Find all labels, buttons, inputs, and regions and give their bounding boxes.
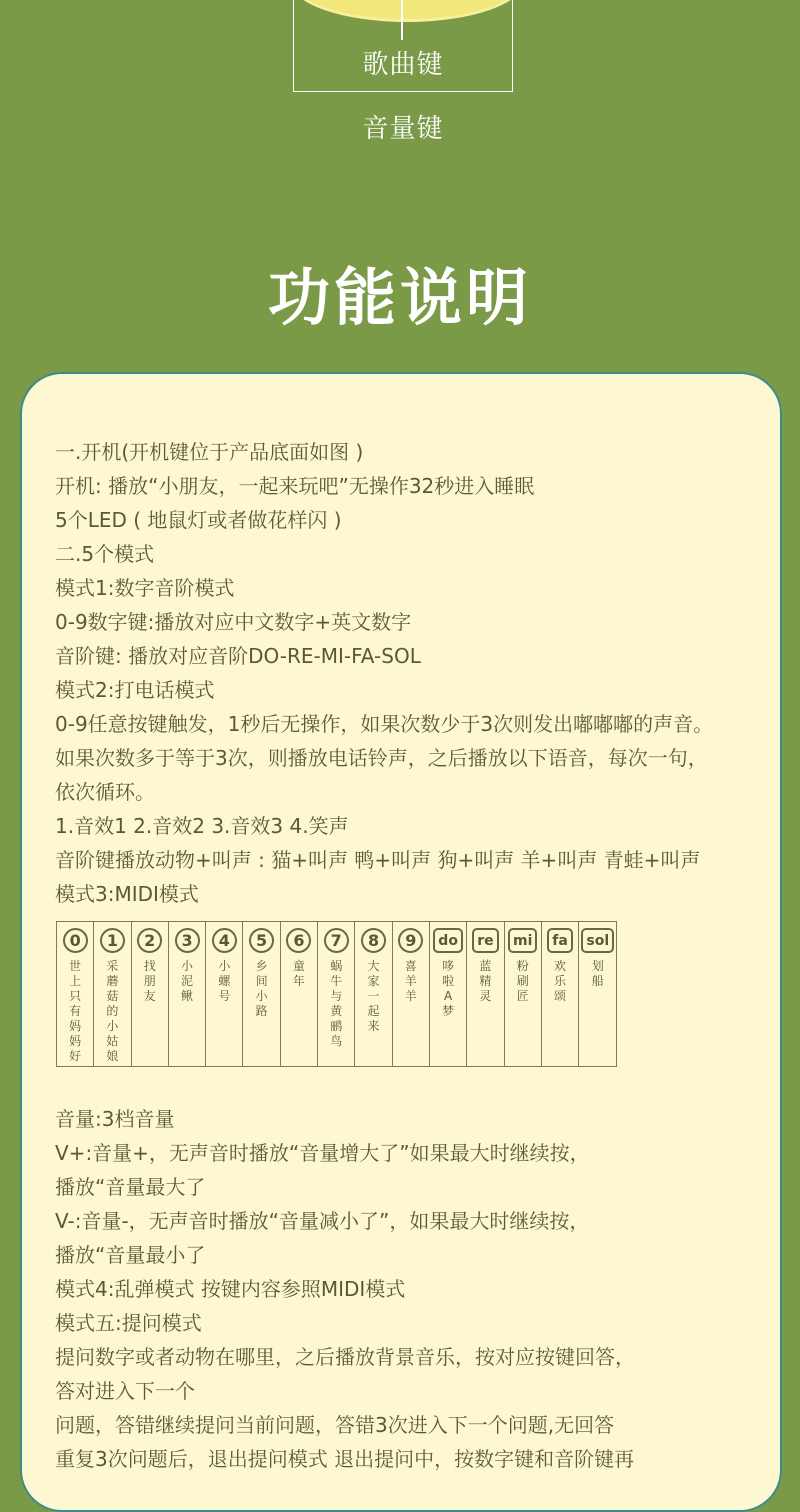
text-line: 0-9任意按键触发，1秒后无操作，如果次数少于3次则发出嘟嘟嘟的声音。 — [55, 712, 714, 736]
section-title: 功能说明 — [267, 261, 532, 334]
key-number: 6 — [286, 928, 311, 953]
text-line: 模式4:乱弹模式 按键内容参照MIDI模式 — [55, 1277, 406, 1301]
key-label: mi — [508, 928, 537, 953]
song-name: 欢乐颂 — [553, 959, 566, 1003]
text-line: 依次循环。 — [55, 780, 155, 804]
key-number: 8 — [361, 928, 386, 953]
text-line: 模式3:MIDI模式 — [55, 882, 199, 906]
text-line: 模式1:数字音阶模式 — [55, 576, 235, 600]
text-line: 播放“音量最大了 — [55, 1175, 206, 1199]
song-name: 蓝精灵 — [479, 959, 492, 1003]
text-line: 答对进入下一个 — [55, 1379, 195, 1403]
midi-key-mi — [505, 922, 542, 1066]
midi-key-re — [467, 922, 504, 1066]
key-label: do — [433, 928, 463, 953]
key-label: re — [472, 928, 498, 953]
midi-key-sol — [579, 922, 616, 1066]
instructions-top — [55, 435, 775, 911]
midi-key-4 — [206, 922, 243, 1066]
text-line: 0-9数字键:播放对应中文数字+英文数字 — [55, 610, 412, 634]
midi-key-do — [430, 922, 467, 1066]
text-line: 1.音效1 2.音效2 3.音效3 4.笑声 — [55, 814, 349, 838]
key-number: 1 — [100, 928, 125, 953]
song-name: 乡间小路 — [255, 959, 268, 1018]
text-line: 播放“音量最小了 — [55, 1243, 206, 1267]
song-name: 找朋友 — [143, 959, 156, 1003]
key-number: 4 — [212, 928, 237, 953]
text-line: 开机: 播放“小朋友，一起来玩吧”无操作32秒进入睡眠 — [55, 474, 535, 498]
midi-key-6 — [281, 922, 318, 1066]
midi-key-1 — [94, 922, 131, 1066]
midi-key-0 — [57, 922, 94, 1066]
midi-key-table — [56, 921, 617, 1067]
text-line: 如果次数多于等于3次，则播放电话铃声，之后播放以下语音，每次一句， — [55, 746, 708, 770]
text-line: V+:音量+，无声音时播放“音量增大了”如果最大时继续按， — [55, 1141, 590, 1165]
text-line: 模式五:提问模式 — [55, 1311, 202, 1335]
song-name: 大家一起来 — [367, 959, 380, 1033]
midi-key-9 — [393, 922, 430, 1066]
text-line: 模式2:打电话模式 — [55, 678, 215, 702]
song-name: 童年 — [292, 959, 305, 988]
key-number: 9 — [398, 928, 423, 953]
text-line: 二.5个模式 — [55, 542, 155, 566]
key-number: 2 — [137, 928, 162, 953]
text-line: 5个LED ( 地鼠灯或者做花样闪 ) — [55, 508, 342, 532]
song-name: 喜羊羊 — [404, 959, 417, 1003]
midi-key-2 — [132, 922, 169, 1066]
midi-key-5 — [243, 922, 280, 1066]
midi-key-fa — [542, 922, 579, 1066]
text-line: V-:音量-，无声音时播放“音量减小了”，如果最大时继续按， — [55, 1209, 590, 1233]
song-name: 小螺号 — [218, 959, 231, 1003]
key-label: sol — [581, 928, 614, 953]
key-number: 5 — [249, 928, 274, 953]
song-name: 哆啦A梦 — [442, 959, 455, 1018]
instructions-bottom — [55, 1102, 775, 1476]
text-line: 音阶键: 播放对应音阶DO-RE-MI-FA-SOL — [55, 644, 421, 668]
key-number: 3 — [175, 928, 200, 953]
song-key-label: 歌曲键 — [362, 50, 444, 80]
text-line: 一.开机(开机键位于产品底面如图 ) — [55, 440, 364, 464]
key-number: 7 — [324, 928, 349, 953]
song-name: 划船 — [591, 959, 604, 988]
text-line: 提问数字或者动物在哪里，之后播放背景音乐，按对应按键回答， — [55, 1345, 635, 1369]
song-name: 小泥鳅 — [181, 959, 194, 1003]
key-label: fa — [547, 928, 573, 953]
midi-key-8 — [355, 922, 392, 1066]
key-number: 0 — [63, 928, 88, 953]
text-line: 重复3次问题后，退出提问模式 退出提问中，按数字键和音阶键再 — [55, 1447, 635, 1471]
song-name: 世上只有妈妈好 — [69, 959, 82, 1063]
midi-key-7 — [318, 922, 355, 1066]
text-line: 问题，答错继续提问当前问题，答错3次进入下一个问题,无回答 — [55, 1413, 615, 1437]
text-line: 音量:3档音量 — [55, 1107, 175, 1131]
song-name: 粉刷匠 — [516, 959, 529, 1003]
song-name: 采蘑菇的小姑娘 — [106, 959, 119, 1063]
volume-key-label: 音量键 — [362, 114, 444, 144]
song-name: 蜗牛与黄鹂鸟 — [330, 959, 343, 1048]
text-line: 音阶键播放动物+叫声 : 猫+叫声 鸭+叫声 狗+叫声 羊+叫声 青蛙+叫声 — [55, 848, 701, 872]
midi-key-3 — [169, 922, 206, 1066]
